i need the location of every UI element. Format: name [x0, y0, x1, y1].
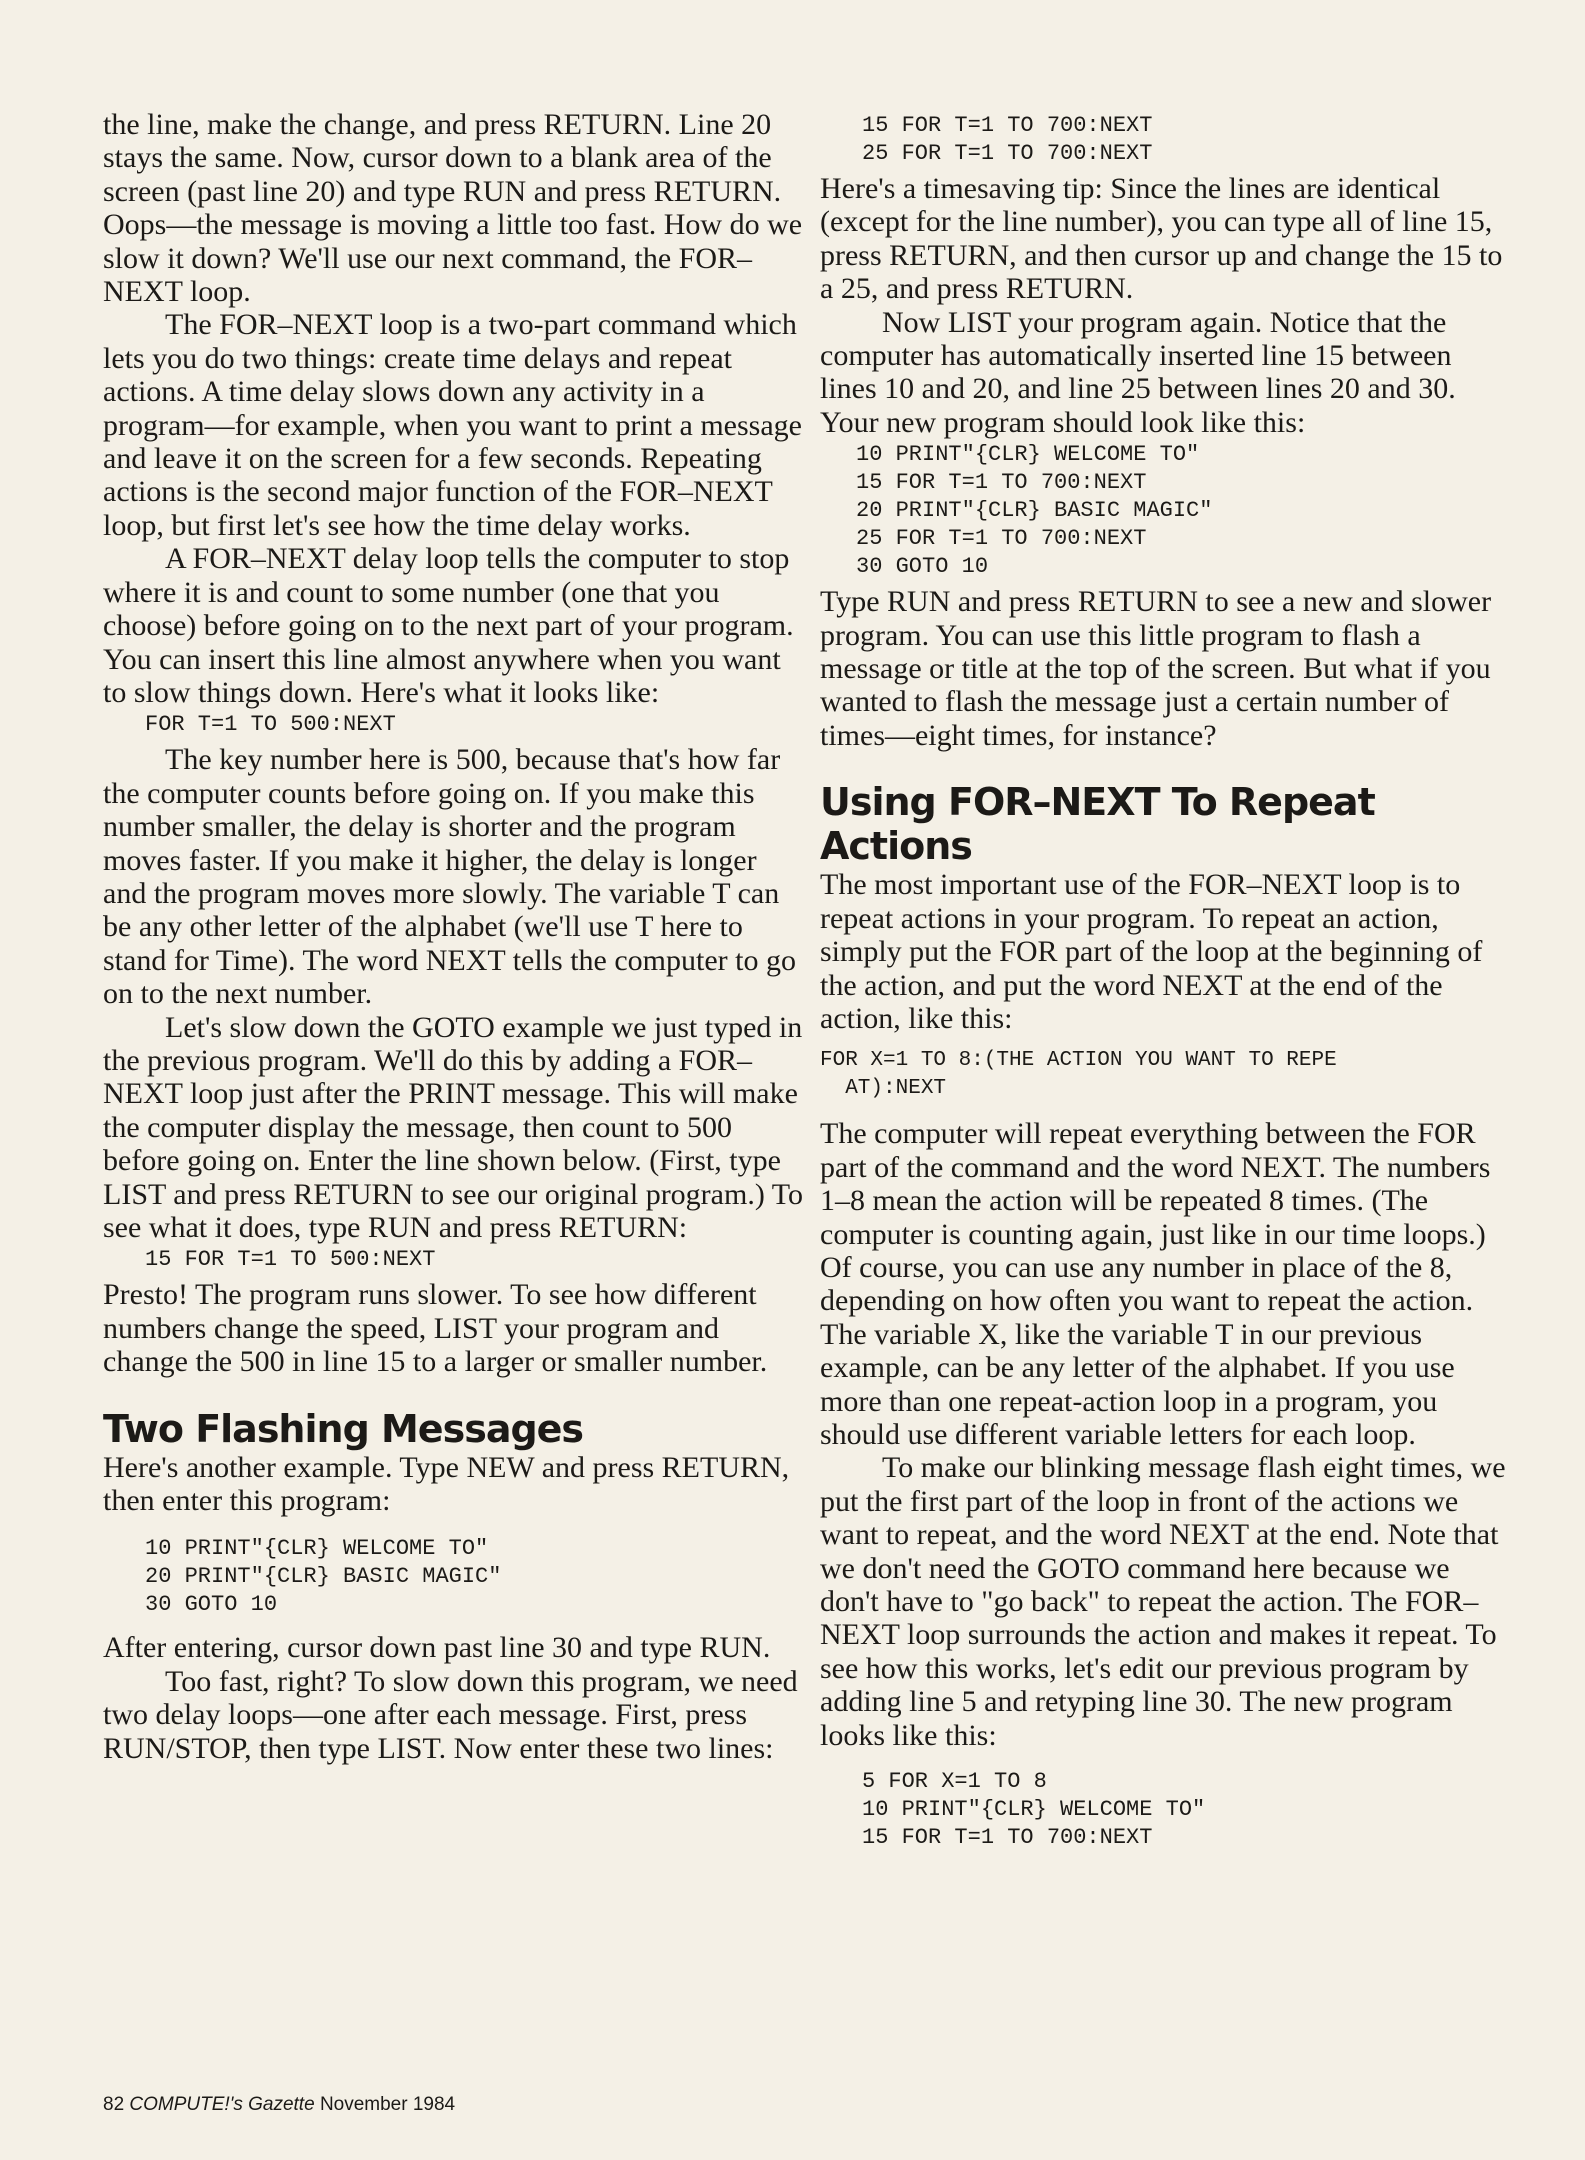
section-heading: Using FOR–NEXT To Repeat Actions [820, 780, 1375, 869]
paragraph: To make our blinking message flash eight times, we put the first part of the loop in front of the actions we want to repeat, and the word NEXT at the end. Note that we don't need the GOTO command here because we don't have to "go back" to repeat the action. The FOR–NEXT loop surrounds the action and makes it repeat. To see how this works, let's edit our previous program by adding line 5 and retyping line 30. The new program looks like this: [820, 1451, 1506, 1752]
paragraph: A FOR–NEXT delay loop tells the computer to stop where it is and count to some number (one that you choose) before going on to the next part of your program. You can insert this line almost anywhere when you want to slow things down. Here's what it looks like: [103, 542, 794, 709]
paragraph: Presto! The program runs slower. To see how different numbers change the speed, LIST your program and change the 500 in line 15 to a larger or smaller number. [103, 1278, 768, 1379]
paragraph: The FOR–NEXT loop is a two-part command which lets you do two things: create time delays and repeat actions. A time delay slows down any activity in a program—for example, when you want to print a message and leave it on the screen for a few seconds. Repeating actions is the second major function of the FOR–NEXT loop, but first let's see how the time delay works. [103, 308, 802, 542]
code-listing: 15 FOR T=1 TO 700:NEXT 25 FOR T=1 TO 700:NEXT [862, 113, 1153, 166]
paragraph: the line, make the change, and press RETURN. Line 20 stays the same. Now, cursor down to a blank area of the screen (past line 20) and type RUN and press RETURN. Oops—the message is moving a little too fast. How do we slow it down? We'll use our next command, the FOR–NEXT loop. [103, 108, 803, 309]
paragraph: Too fast, right? To slow down this program, we need two delay loops—one after each message. First, press RUN/STOP, then type LIST. Now enter these two lines: [103, 1664, 798, 1765]
left-column [103, 108, 803, 1765]
code-listing: 15 FOR T=1 TO 500:NEXT [145, 1247, 436, 1273]
code-listing: 10 PRINT"{CLR} WELCOME TO" 15 FOR T=1 TO 700:NEXT 20 PRINT"{CLR} BASIC MAGIC" 25 FOR T=1 TO 700:NEXT 30 GOTO 10 [856, 442, 1213, 580]
page-footer [103, 2094, 455, 2116]
paragraph: Here's a timesaving tip: Since the lines are identical (except for the line number), you can type all of line 15, press RETURN, and then cursor up and change the 15 to a 25, and press RETURN. [820, 172, 1503, 306]
paragraph: The computer will repeat everything between the FOR part of the command and the word NEXT. The numbers 1–8 mean the action will be repeated 8 times. (The computer is counting again, just like in our time loops.) Of course, you can use any number in place of the 8, depending on how often you want to repeat the action. The variable X, like the variable T in our previous example, can be any letter of the alphabet. If you use more than one repeat-action loop in a program, you should use different variable letters for each loop. [820, 1117, 1491, 1451]
code-listing: 10 PRINT"{CLR} WELCOME TO" 20 PRINT"{CLR} BASIC MAGIC" 30 GOTO 10 [145, 1536, 502, 1618]
paragraph: After entering, cursor down past line 30 and type RUN. [103, 1631, 771, 1665]
paragraph: The key number here is 500, because that's how far the computer counts before going on. If you make this number smaller, the delay is shorter and the program moves faster. If you make it higher, the delay is longer and the program moves more slowly. The variable T can be any other letter of the alphabet (we'll use T here to stand for Time). The word NEXT tells the computer to go on to the next number. [103, 743, 796, 1011]
paragraph: Let's slow down the GOTO example we just typed in the previous program. We'll do this by adding a FOR–NEXT loop just after the PRINT message. This will make the computer display the message, then count to 500 before going on. Enter the line shown below. (First, type LIST and press RETURN to see our original program.) To see what it does, type RUN and press RETURN: [103, 1010, 804, 1244]
magazine-name: COMPUTE!'s Gazette [129, 2094, 315, 2115]
paragraph: Now LIST your program again. Notice that the computer has automatically inserted line 15 between lines 10 and 20, and line 25 between lines 20 and 30. Your new program should look like this: [820, 305, 1456, 439]
section-heading: Two Flashing Messages [103, 1406, 584, 1451]
paragraph: Here's another example. Type NEW and press RETURN, then enter this program: [103, 1450, 790, 1518]
paragraph: Type RUN and press RETURN to see a new and slower program. You can use this little program to flash a message or title at the top of the screen. But what if you wanted to flash the message just a certain number of times—eight times, for instance? [820, 585, 1492, 752]
code-listing: FOR T=1 TO 500:NEXT [145, 712, 396, 738]
paragraph: The most important use of the FOR–NEXT loop is to repeat actions in your program. To repeat an action, simply put the FOR part of the loop at the beginning of the action, and put the word NEXT at the end of the action, like this: [820, 868, 1483, 1035]
page-number: 82 [103, 2094, 125, 2115]
issue-date: November 1984 [319, 2094, 456, 2115]
code-listing: FOR X=1 TO 8:(THE ACTION YOU WANT TO REPE AT):NEXT [820, 1049, 1337, 1101]
code-listing: 5 FOR X=1 TO 8 10 PRINT"{CLR} WELCOME TO" 15 FOR T=1 TO 700:NEXT [862, 1769, 1206, 1851]
right-column [820, 108, 1510, 1856]
